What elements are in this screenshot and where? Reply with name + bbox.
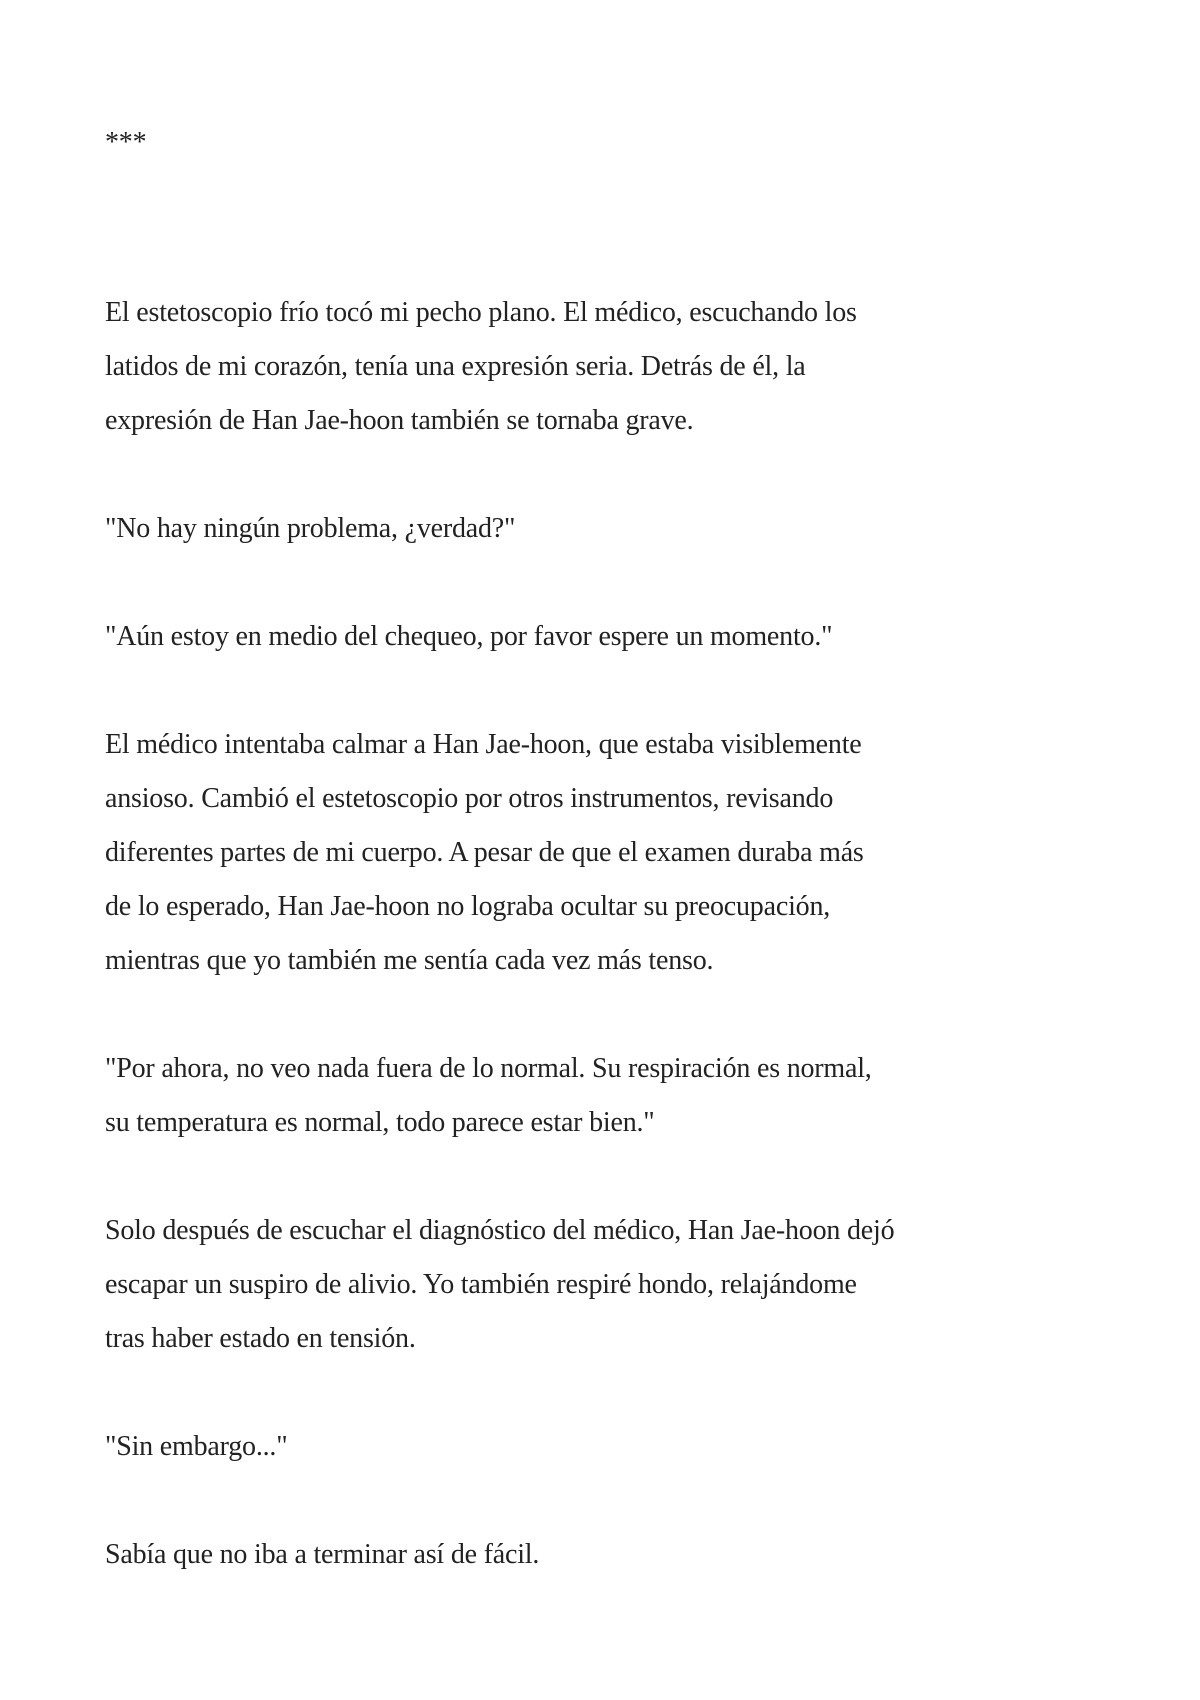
text-line: expresión de Han Jae-hoon también se tornaba grave.: [105, 405, 694, 436]
text-line: "No hay ningún problema, ¿verdad?": [105, 513, 516, 544]
paragraph: [105, 610, 1125, 664]
text-line: mientras que yo también me sentía cada vez más tenso.: [105, 945, 714, 976]
paragraph: [105, 1204, 1125, 1366]
text-line: tras haber estado en tensión.: [105, 1323, 416, 1354]
text-line: su temperatura es normal, todo parece estar bien.": [105, 1107, 655, 1138]
paragraph: [105, 1420, 1125, 1474]
text-line: "Por ahora, no veo nada fuera de lo normal. Su respiración es normal,: [105, 1053, 872, 1084]
paragraph: [105, 502, 1125, 556]
text-line: ansioso. Cambió el estetoscopio por otros instrumentos, revisando: [105, 783, 834, 814]
scene-separator: ***: [105, 127, 147, 158]
text-line: El estetoscopio frío tocó mi pecho plano. El médico, escuchando los: [105, 297, 857, 328]
text-line: Sabía que no iba a terminar así de fácil.: [105, 1539, 540, 1570]
text-line: "Aún estoy en medio del chequeo, por favor espere un momento.": [105, 621, 833, 652]
text-line: diferentes partes de mi cuerpo. A pesar de que el examen duraba más: [105, 837, 864, 868]
document-page: [105, 116, 1125, 1636]
text-line: escapar un suspiro de alivio. Yo también respiré hondo, relajándome: [105, 1269, 857, 1300]
document-body: [105, 286, 1125, 1582]
text-line: latidos de mi corazón, tenía una expresión seria. Detrás de él, la: [105, 351, 806, 382]
paragraph: [105, 1528, 1125, 1582]
text-line: El médico intentaba calmar a Han Jae-hoon, que estaba visiblemente: [105, 729, 862, 760]
text-line: Solo después de escuchar el diagnóstico del médico, Han Jae-hoon dejó: [105, 1215, 895, 1246]
paragraph: [105, 286, 1125, 448]
paragraph: [105, 1042, 1125, 1150]
text-line: "Sin embargo...": [105, 1431, 288, 1462]
paragraph: [105, 718, 1125, 988]
text-line: de lo esperado, Han Jae-hoon no lograba ocultar su preocupación,: [105, 891, 831, 922]
